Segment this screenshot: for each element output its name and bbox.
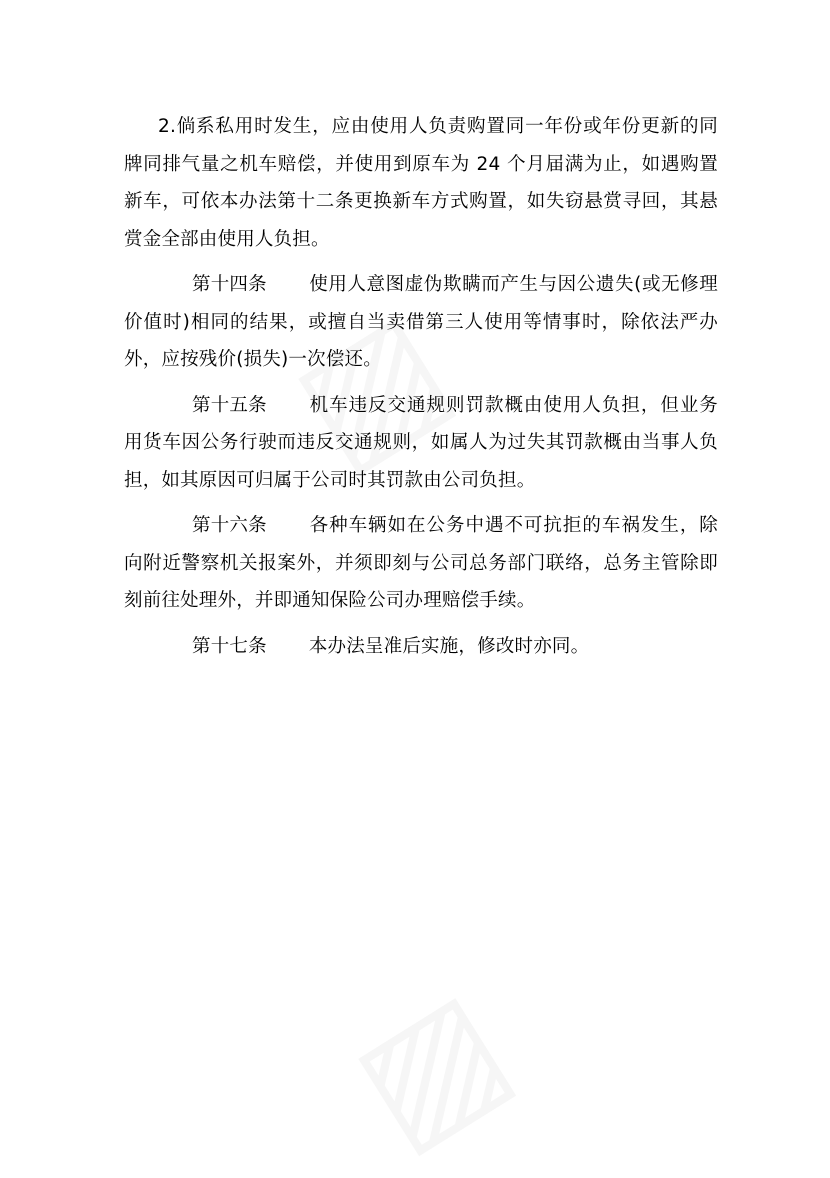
article-15 — [124, 387, 718, 500]
article-16 — [124, 507, 718, 620]
article-number: 第十六条 — [192, 515, 267, 536]
article-text: 本办法呈准后实施，修改时亦同。 — [308, 635, 590, 657]
article-text: 机车违反交通规则罚款概由使用人负担，但业务用货车因公务行驶而违反交通规则，如属人为过失其罚款概由当事人负担，如其原因可归属于公司时其罚款由公司负担。 — [124, 394, 718, 491]
article-text: 使用人意图虚伪欺瞒而产生与因公遗失(或无修理价值时)相同的结果，或擅自当卖借第三人使用等情事时，除依法严办外，应按残价(损失)一次偿还。 — [124, 274, 718, 370]
article-number: 第十四条 — [192, 274, 267, 295]
paragraph-item-2 — [124, 108, 718, 258]
article-number: 第十五条 — [192, 394, 267, 416]
article-14 — [124, 266, 718, 379]
article-text: 各种车辆如在公务中遇不可抗拒的车祸发生，除向附近警察机关报案外，并须即刻与公司总务部门联络，总务主管除即刻前往处理外，并即通知保险公司办理赔偿手续。 — [124, 515, 718, 611]
article-17 — [124, 628, 718, 666]
article-number: 第十七条 — [192, 635, 267, 657]
watermark — [325, 956, 537, 1178]
paragraph-text: 2.倘系私用时发生，应由使用人负责购置同一年份或年份更新的同牌同排气量之机车赔偿，并使用到原车为 24 个月届满为止，如遇购置新车，可依本办法第十二条更换新车方式购置，如失窃悬赏寻回，其悬赏金全部由使用人负担。 — [124, 116, 718, 250]
document-body — [124, 108, 718, 673]
